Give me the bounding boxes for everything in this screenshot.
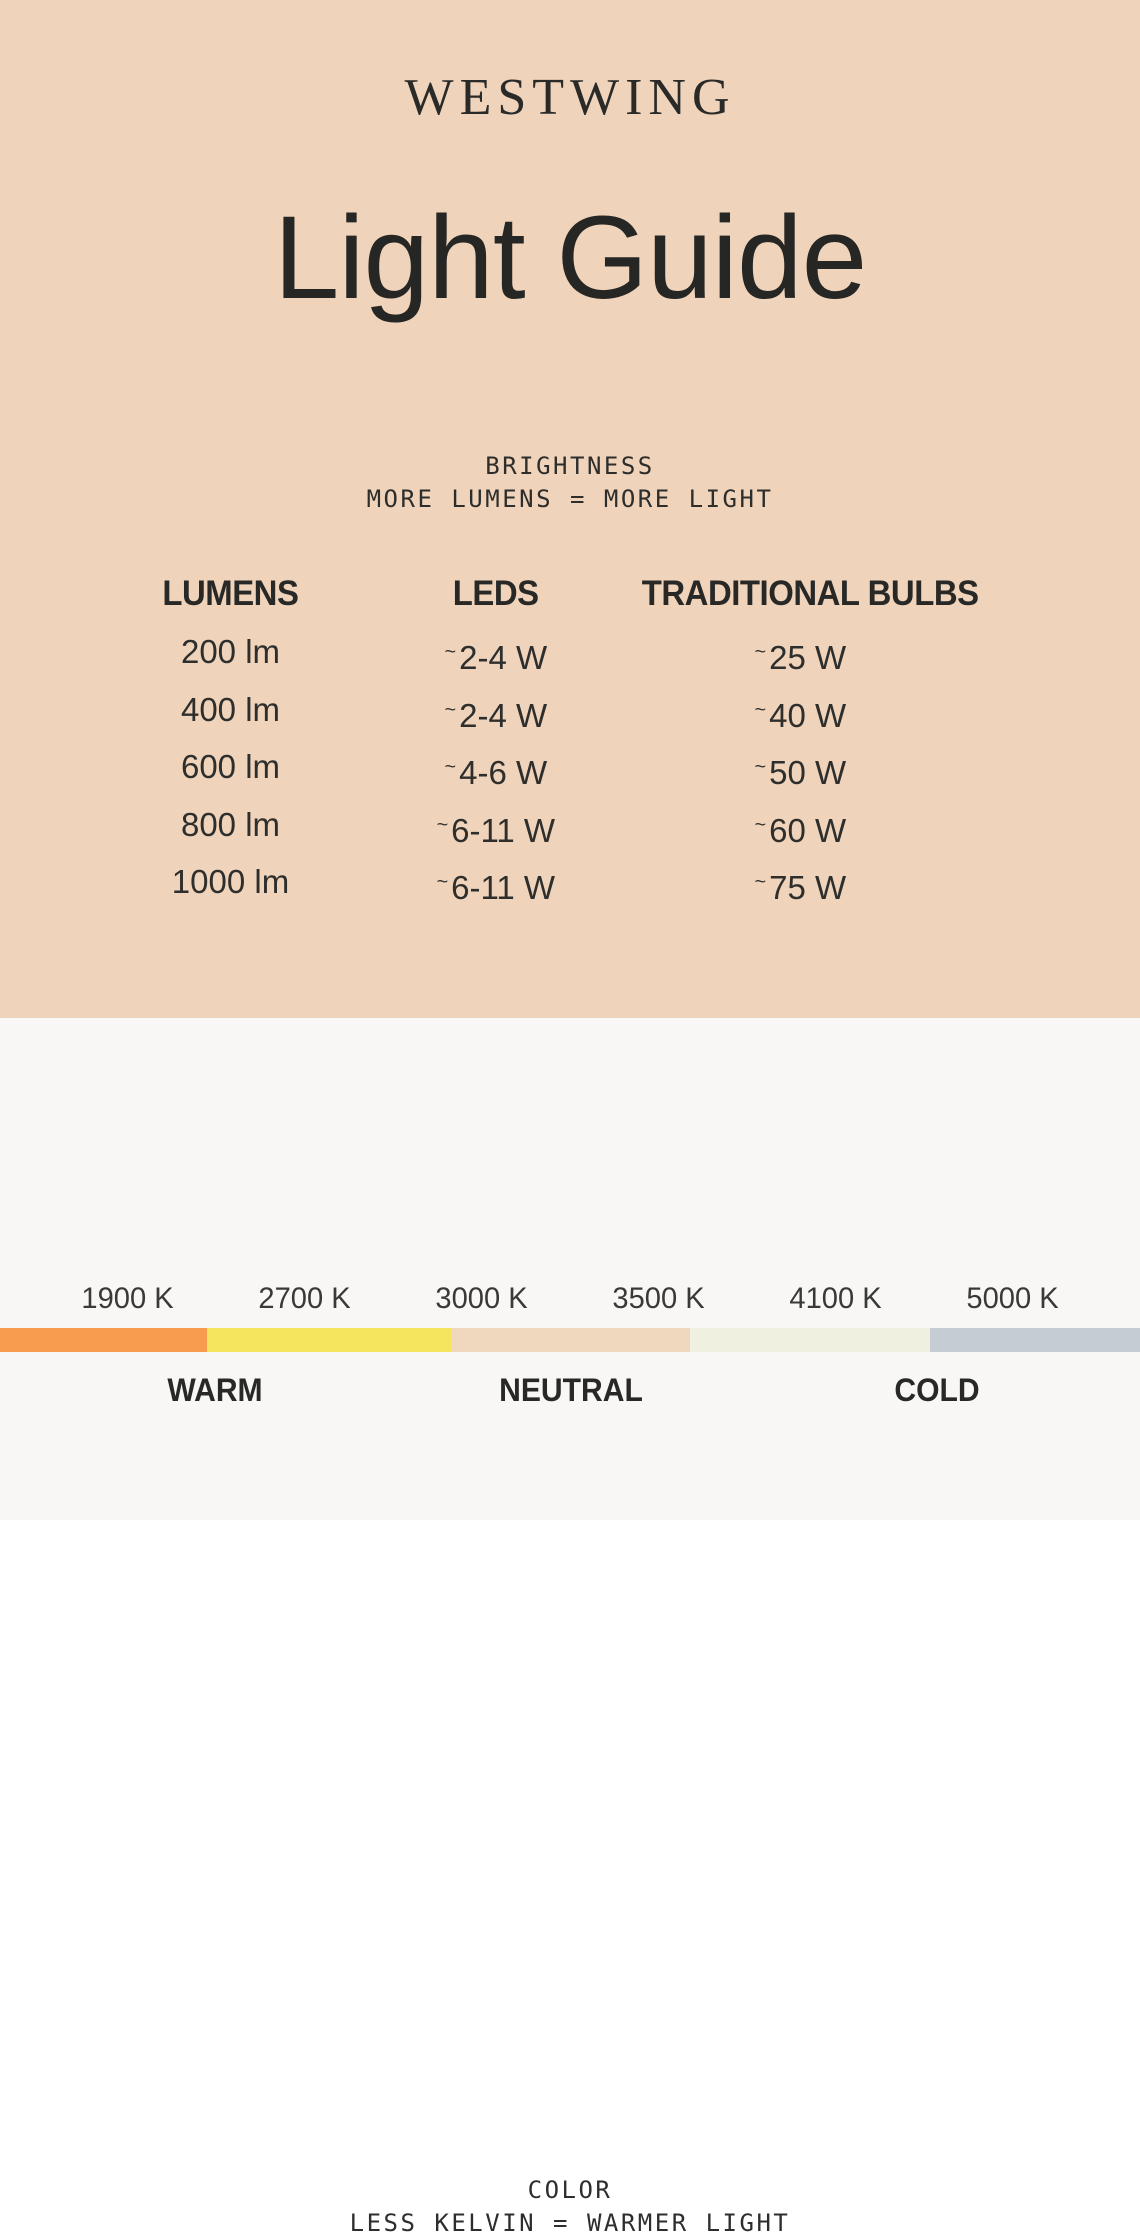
approx-symbol: ~ [444,641,457,663]
color-section [0,1018,1140,2237]
lumens-value: 400 lm [180,690,281,728]
brightness-section [0,0,1140,1018]
kelvin-segment-warm-orange [0,1328,207,1352]
table-row [100,740,970,795]
table-row [100,683,970,738]
lumens-value: 200 lm [180,633,281,670]
traditional-value: ~75 W [754,868,847,906]
brightness-heading-block [0,450,1140,516]
table-row [100,625,970,680]
color-heading: COLOR [527,2176,613,2204]
warm-label: WARM [167,1372,264,1408]
leds-value: ~4-6 W [444,753,548,791]
approx-symbol: ~ [754,871,767,893]
brightness-heading: BRIGHTNESS [485,452,655,480]
color-subheading: LESS KELVIN = WARMER LIGHT [349,2209,791,2237]
approx-symbol: ~ [444,698,457,721]
traditional-value: ~25 W [754,638,847,676]
kelvin-labels-row [0,1282,1140,1316]
traditional-value: ~40 W [754,696,847,734]
brightness-subheading: MORE LUMENS = MORE LIGHT [366,485,774,513]
kelvin-segment-warm-yellow [207,1328,451,1352]
leds-value: ~6-11 W [436,868,556,906]
kelvin-label: 5000 K [966,1282,1059,1315]
leds-value: ~2-4 W [444,696,548,734]
color-heading-block [0,2174,1140,2240]
lumens-value: 800 lm [180,805,281,843]
kelvin-segment-neutral-peach [451,1328,689,1352]
cold-label: COLD [894,1372,980,1408]
page-title: Light Guide [273,192,867,324]
kelvin-label: 4100 K [789,1282,882,1315]
lumens-table [100,566,979,910]
table-header-row [100,566,979,622]
approx-symbol: ~ [754,813,767,836]
approx-symbol: ~ [754,756,767,778]
approx-symbol: ~ [436,813,449,836]
temperature-labels-row [0,1370,1140,1410]
brand-logo: WESTWING [404,69,736,126]
kelvin-segment-cold-bluegray [930,1328,1140,1352]
traditional-value: ~50 W [754,753,847,791]
column-header-leds: LEDS [452,574,539,613]
kelvin-label: 3500 K [612,1282,705,1315]
table-body [100,625,970,910]
kelvin-label: 2700 K [258,1282,351,1315]
lumens-value: 1000 lm [171,863,290,900]
leds-value: ~6-11 W [436,811,556,849]
column-header-lumens: LUMENS [162,574,299,613]
approx-symbol: ~ [436,871,449,893]
lumens-value: 600 lm [180,748,281,785]
table-row [100,855,970,910]
approx-symbol: ~ [444,756,457,778]
kelvin-label: 1900 K [81,1282,174,1315]
leds-value: ~2-4 W [444,638,548,676]
column-header-traditional-bulbs: TRADITIONAL BULBS [641,574,979,613]
table-row [100,798,970,853]
kelvin-label: 3000 K [435,1282,528,1315]
approx-symbol: ~ [754,698,767,721]
kelvin-scale-bar [0,1328,1140,1352]
traditional-value: ~60 W [754,811,847,849]
kelvin-segment-neutral-cream [690,1328,931,1352]
neutral-label: NEUTRAL [499,1372,643,1408]
approx-symbol: ~ [754,641,767,663]
